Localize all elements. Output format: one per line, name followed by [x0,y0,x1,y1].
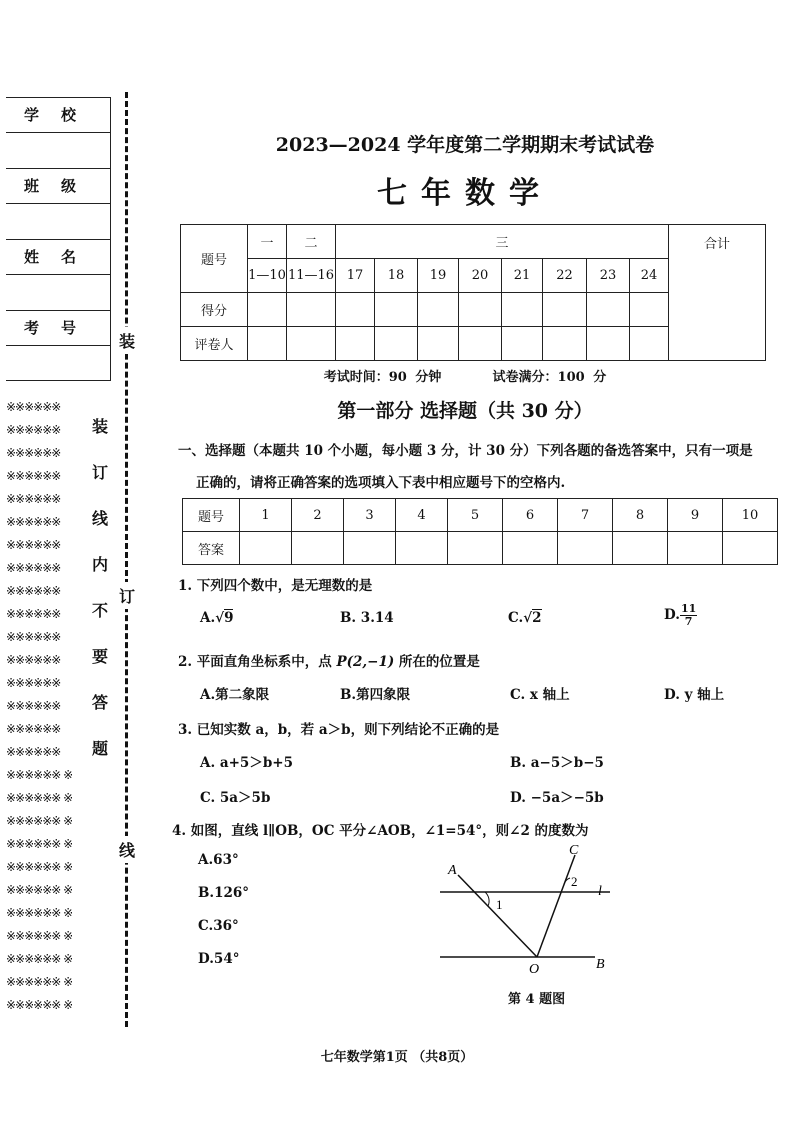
grader-cell[interactable] [287,327,336,361]
q3-option-b: B. a−5＞b−5 [510,755,604,771]
warning-char: 题 [92,739,109,758]
label-l: l [598,884,602,899]
q3-option-d: D. −5a＞−5b [510,790,604,806]
score-cell[interactable] [587,293,630,327]
range-cell: 20 [459,259,502,293]
xx-mark-row: ※※※※※※ [6,492,61,506]
q2-option-c: C. x 轴上 [510,687,570,703]
answer-row-label: 答案 [183,532,240,565]
xx-mark-row: ※※※※※※ [6,722,61,736]
grader-cell[interactable] [336,327,375,361]
score-row-label: 得分 [181,293,248,327]
answer-cell[interactable] [723,532,778,565]
section-three-header: 三 [336,225,669,259]
score-cell[interactable] [418,293,459,327]
page-footer: 七年数学第1页 （共8页） [320,1050,474,1065]
exam-full-score: 试卷满分：100 分 [492,370,607,385]
xx-mark-row: ※※※※※※ ※ [6,906,73,920]
answer-cell[interactable] [344,532,396,565]
q3-option-a: A. a+5＞b+5 [200,755,293,771]
answer-cell[interactable] [613,532,668,565]
question-number-cell: 10 [723,499,778,532]
line-oc [537,855,575,957]
answer-cell[interactable] [396,532,448,565]
score-table-row-label: 题号 [181,225,248,293]
xx-mark-row: ※※※※※※ ※ [6,814,73,828]
radicand: 2 [532,610,542,626]
question-number-cell: 4 [396,499,448,532]
label-c: C [569,843,579,858]
name-field[interactable] [6,275,110,311]
label-a: A [448,863,457,878]
score-cell[interactable] [630,293,669,327]
cut-char-xian: 线 [119,836,135,863]
q1-option-c [508,610,542,626]
question-number-cell: 9 [668,499,723,532]
answer-cell[interactable] [503,532,558,565]
q2-stem-pre: 2. 平面直角坐标系中，点 [178,654,337,670]
part1-title: 第一部分 选择题（共 30 分） [337,400,593,422]
warning-char: 答 [92,693,109,712]
q4-option-a: A.63° [198,852,239,868]
q2-point: P(2,−1) [336,654,395,670]
warning-char: 内 [92,555,109,574]
option-prefix: C. [508,610,524,626]
radicand: 9 [224,610,234,626]
option-prefix: D. [664,607,680,623]
xx-mark-row: ※※※※※※ [6,653,61,667]
question-number-cell: 7 [558,499,613,532]
score-table [180,224,766,361]
school-label: 学校 [6,98,110,133]
warning-char: 不 [92,601,109,620]
xx-mark-row: ※※※※※※ [6,584,61,598]
figure-caption: 第 4 题图 [508,992,566,1007]
warning-char: 装 [92,417,109,436]
score-cell[interactable] [543,293,587,327]
xx-mark-row: ※※※※※※ ※ [6,952,73,966]
question-number-cell: 2 [292,499,344,532]
grader-cell[interactable] [587,327,630,361]
score-cell[interactable] [287,293,336,327]
range-cell: 19 [418,259,459,293]
question-number-cell: 3 [344,499,396,532]
xx-mark-row: ※※※※※※ ※ [6,860,73,874]
answer-cell[interactable] [240,532,292,565]
sqrt-icon: √ [523,610,533,626]
q4-option-c: C.36° [198,918,239,934]
grader-cell[interactable] [418,327,459,361]
exam-no-label: 考号 [6,311,110,346]
class-field[interactable] [6,204,110,240]
exam-title: 七年数学 [377,176,553,211]
range-cell: 23 [587,259,630,293]
xx-mark-row: ※※※※※※ ※ [6,768,73,782]
q3-option-c: C. 5a＞5b [200,790,271,806]
question-3-stem: 3. 已知实数 a，b，若 a＞b，则下列结论不正确的是 [178,722,500,738]
option-prefix: A. [200,610,216,626]
q2-option-a: A.第二象限 [200,687,270,703]
xx-mark-row: ※※※※※※ [6,607,61,621]
xx-mark-row: ※※※※※※ [6,538,61,552]
range-cell: 1—10 [248,259,287,293]
question-2-stem [178,650,480,670]
q4-geometry-figure [430,840,630,980]
section-two-header: 二 [287,225,336,259]
xx-mark-row: ※※※※※※ ※ [6,837,73,851]
cut-char-ding: 订 [119,582,135,609]
exam-no-field[interactable] [6,346,110,382]
range-cell: 17 [336,259,375,293]
instructions-line1: 一、选择题（本题共 10 个小题，每小题 3 分，计 30 分）下列各题的备选答案中，只有一项是 [178,443,753,459]
q1-option-d [664,603,697,628]
xx-mark-row: ※※※※※※ [6,515,61,529]
binding-cut-line [125,92,128,1027]
xx-mark-row: ※※※※※※ [6,630,61,644]
answer-cell[interactable] [668,532,723,565]
question-number-cell: 6 [503,499,558,532]
grader-cell[interactable] [248,327,287,361]
question-number-cell: 1 [240,499,292,532]
score-cell[interactable] [248,293,287,327]
exam-info [200,366,730,385]
sqrt-icon: √ [215,610,225,626]
xx-mark-row: ※※※※※※ [6,745,61,759]
grader-cell[interactable] [630,327,669,361]
question-4-stem: 4. 如图，直线 l∥OB，OC 平分∠AOB，∠1=54°，则∠2 的度数为 [172,823,589,839]
fraction-denominator: 7 [684,615,693,628]
question-1-stem: 1. 下列四个数中，是无理数的是 [178,578,373,594]
q1-option-a [200,610,233,626]
grader-row-label: 评卷人 [181,327,248,361]
line-ao [458,875,537,957]
xx-mark-row: ※※※※※※ [6,446,61,460]
range-cell: 22 [543,259,587,293]
xx-mark-row: ※※※※※※ [6,676,61,690]
q1-option-b: B. 3.14 [340,610,394,626]
q2-option-d: D. y 轴上 [664,687,725,703]
range-cell: 21 [502,259,543,293]
grader-cell[interactable] [375,327,418,361]
xx-mark-row: ※※※※※※ ※ [6,929,73,943]
fraction [680,603,697,628]
score-cell[interactable] [375,293,418,327]
q4-option-d: D.54° [198,951,240,967]
name-label: 姓名 [6,240,110,275]
grader-cell[interactable] [459,327,502,361]
grader-cell[interactable] [543,327,587,361]
range-cell: 24 [630,259,669,293]
warning-char: 要 [92,647,109,666]
xx-mark-row: ※※※※※※ ※ [6,998,73,1012]
range-cell: 11—16 [287,259,336,293]
score-cell[interactable] [459,293,502,327]
exam-time: 考试时间：90 分钟 [323,370,442,385]
answer-cell[interactable] [448,532,503,565]
q2-stem-post: 所在的位置是 [394,654,480,670]
label-angle-1: 1 [496,897,503,912]
instructions-line2: 正确的，请将正确答案的选项填入下表中相应题号下的空格内. [196,475,566,491]
answer-table [182,498,778,565]
answer-cell[interactable] [558,532,613,565]
xx-mark-row: ※※※※※※ ※ [6,975,73,989]
total-header: 合计 [669,225,766,361]
fraction-numerator: 11 [680,602,697,615]
range-cell: 18 [375,259,418,293]
question-number-cell: 8 [613,499,668,532]
score-cell[interactable] [336,293,375,327]
warning-char: 订 [92,463,109,482]
xx-mark-row: ※※※※※※ ※ [6,791,73,805]
xx-mark-row: ※※※※※※ ※ [6,883,73,897]
label-o: O [529,962,540,977]
label-b: B [596,957,605,972]
xx-mark-row: ※※※※※※ [6,561,61,575]
label-angle-2: 2 [571,874,578,889]
class-label: 班级 [6,169,110,204]
xx-mark-row: ※※※※※※ [6,699,61,713]
exam-subtitle: 2023—2024 学年度第二学期期末考试试卷 [275,134,655,156]
xx-mark-row: ※※※※※※ [6,423,61,437]
warning-char: 线 [92,509,109,528]
score-cell[interactable] [502,293,543,327]
school-field[interactable] [6,133,110,169]
q2-option-b: B.第四象限 [340,687,411,703]
student-info-box [6,97,111,381]
answer-cell[interactable] [292,532,344,565]
question-number-cell: 5 [448,499,503,532]
answer-table-row-label: 题号 [183,499,240,532]
section-one-header: 一 [248,225,287,259]
grader-cell[interactable] [502,327,543,361]
xx-mark-row: ※※※※※※ [6,400,61,414]
cut-char-zhuang: 装 [119,327,135,354]
xx-mark-row: ※※※※※※ [6,469,61,483]
q4-option-b: B.126° [198,885,250,901]
